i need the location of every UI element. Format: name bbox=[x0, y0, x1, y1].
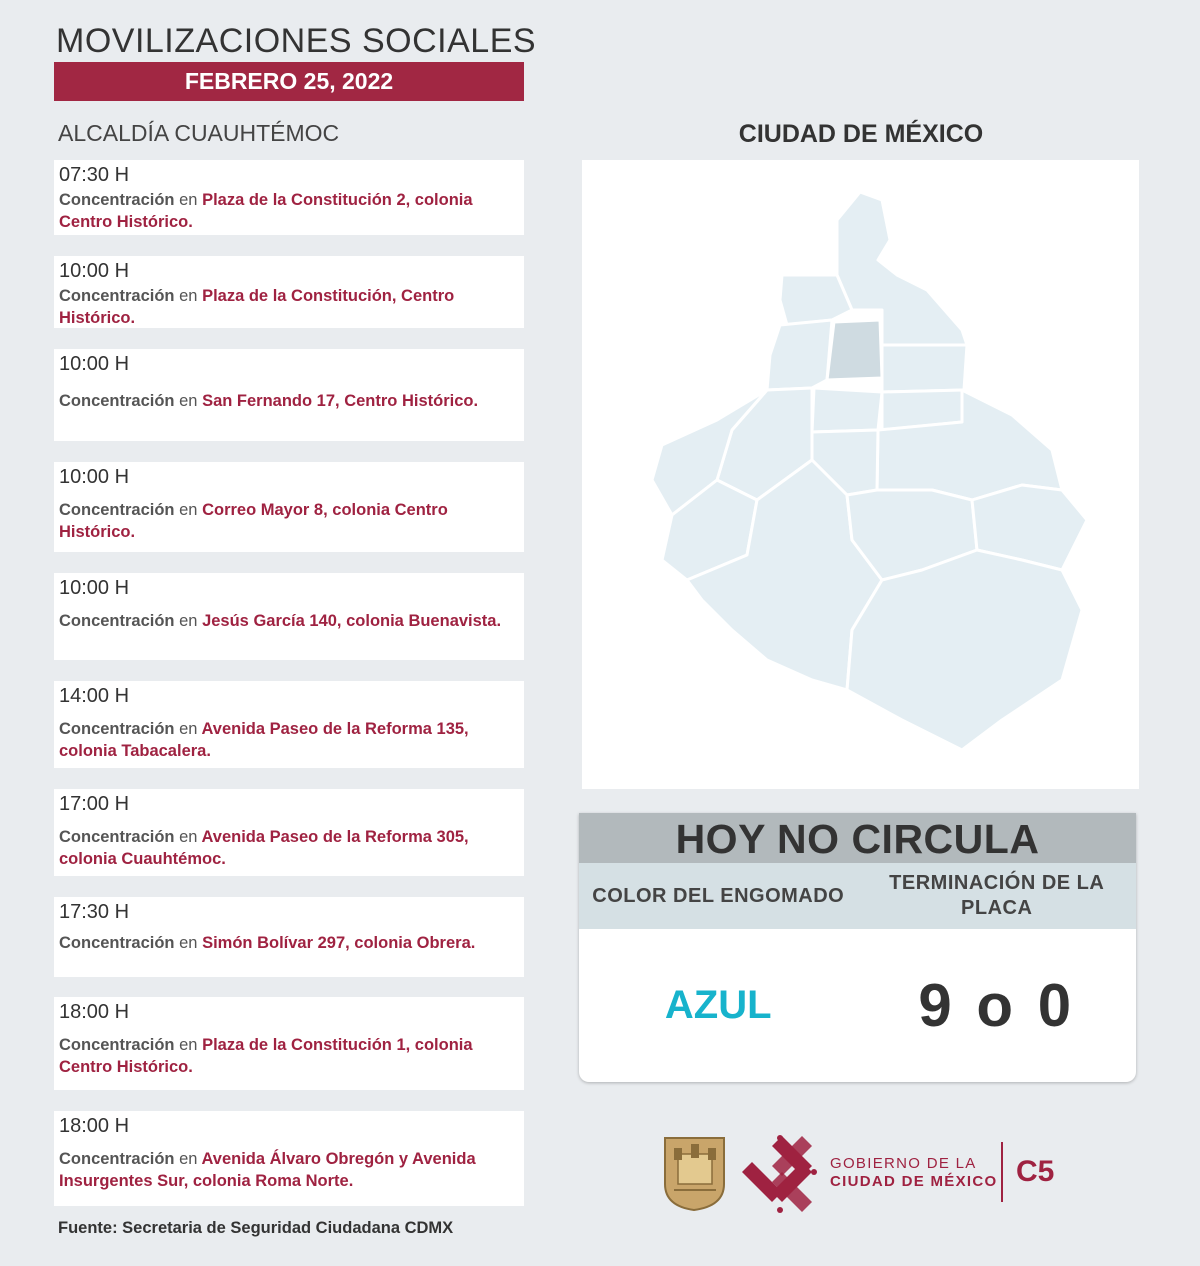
event-connector: en bbox=[179, 287, 198, 305]
source-note: Fuente: Secretaria de Seguridad Ciudadana CDMX bbox=[58, 1219, 454, 1237]
alcaldia-label: ALCALDÍA CUAUHTÉMOC bbox=[58, 120, 340, 146]
map-region-venustiano-carranza bbox=[882, 345, 967, 392]
event-connector: en bbox=[179, 1036, 198, 1054]
event-time: 17:00 H bbox=[59, 793, 130, 815]
event-description bbox=[59, 610, 509, 632]
event-kind: Concentración bbox=[59, 1036, 175, 1054]
event-connector: en bbox=[179, 191, 198, 209]
coat-of-arms-icon bbox=[665, 1138, 724, 1210]
event-kind: Concentración bbox=[59, 720, 175, 738]
event-card bbox=[54, 1111, 524, 1206]
event-description bbox=[59, 932, 509, 954]
event-card bbox=[54, 789, 524, 876]
map-region-azcapotzalco bbox=[780, 275, 852, 325]
event-place: Simón Bolívar 297, colonia Obrera. bbox=[202, 934, 476, 952]
event-connector: en bbox=[179, 720, 198, 738]
event-kind: Concentración bbox=[59, 934, 175, 952]
event-place: Jesús García 140, colonia Buenavista. bbox=[202, 612, 502, 630]
event-kind: Concentración bbox=[59, 1150, 175, 1168]
color-label: COLOR DEL ENGOMADO bbox=[592, 884, 845, 907]
event-card bbox=[54, 573, 524, 660]
event-time: 10:00 H bbox=[59, 353, 130, 375]
event-time: 10:00 H bbox=[59, 466, 130, 488]
gobierno-line1: GOBIERNO DE LA bbox=[830, 1155, 977, 1172]
event-time: 10:00 H bbox=[59, 577, 130, 599]
event-description bbox=[59, 189, 509, 233]
page-title: MOVILIZACIONES SOCIALES bbox=[56, 22, 537, 60]
event-card bbox=[54, 897, 524, 977]
event-place: Avenida Paseo de la Reforma 305, colonia Cuauhtémoc. bbox=[59, 828, 469, 868]
event-description bbox=[59, 390, 509, 412]
cdmx-map bbox=[582, 160, 1139, 789]
event-place: Plaza de la Constitución 1, colonia Centro Histórico. bbox=[59, 1036, 473, 1076]
event-place: Plaza de la Constitución, Centro Histórico. bbox=[59, 287, 455, 327]
event-kind: Concentración bbox=[59, 828, 175, 846]
event-kind: Concentración bbox=[59, 191, 175, 209]
event-place: Plaza de la Constitución 2, colonia Centro Histórico. bbox=[59, 191, 473, 231]
event-connector: en bbox=[179, 1150, 198, 1168]
event-card bbox=[54, 681, 524, 768]
event-description bbox=[59, 499, 509, 543]
map-region-miguel-hidalgo bbox=[767, 320, 832, 390]
hoy-no-circula-panel bbox=[579, 813, 1136, 1082]
event-card bbox=[54, 160, 524, 235]
cdmx-logo-icon bbox=[742, 1135, 817, 1213]
map-region-benito-juarez bbox=[812, 388, 882, 432]
plate-label: TERMINACIÓN DE LA PLACA bbox=[889, 872, 1105, 919]
event-kind: Concentración bbox=[59, 501, 175, 519]
event-description bbox=[59, 1034, 509, 1078]
event-place: Avenida Álvaro Obregón y Avenida Insurgentes Sur, colonia Roma Norte. bbox=[59, 1150, 476, 1190]
event-connector: en bbox=[179, 828, 198, 846]
event-card bbox=[54, 349, 524, 441]
map-panel bbox=[582, 160, 1139, 789]
hoy-no-circula-title: HOY NO CIRCULA bbox=[579, 813, 1136, 863]
event-card bbox=[54, 997, 524, 1090]
event-kind: Concentración bbox=[59, 392, 175, 410]
c5-logo: C5 bbox=[1016, 1155, 1055, 1188]
footer-divider bbox=[1001, 1142, 1003, 1202]
event-time: 18:00 H bbox=[59, 1115, 130, 1137]
event-time: 10:00 H bbox=[59, 260, 130, 282]
gobierno-cdmx-text bbox=[830, 1155, 997, 1191]
event-description bbox=[59, 826, 509, 870]
hoy-no-circula-labels bbox=[579, 863, 1136, 929]
event-card bbox=[54, 462, 524, 552]
event-connector: en bbox=[179, 392, 198, 410]
event-kind: Concentración bbox=[59, 612, 175, 630]
event-time: 18:00 H bbox=[59, 1001, 130, 1023]
hoy-no-circula-values bbox=[579, 929, 1136, 1082]
event-place: San Fernando 17, Centro Histórico. bbox=[202, 392, 479, 410]
event-card bbox=[54, 256, 524, 328]
color-value: AZUL bbox=[664, 983, 772, 1027]
event-time: 07:30 H bbox=[59, 164, 130, 186]
event-description bbox=[59, 1148, 509, 1192]
event-connector: en bbox=[179, 934, 198, 952]
event-description bbox=[59, 718, 509, 762]
map-region-milpa-alta bbox=[847, 550, 1082, 750]
plate-value: 9 o 0 bbox=[918, 972, 1076, 1039]
map-title: CIUDAD DE MÉXICO bbox=[738, 120, 984, 148]
event-time: 14:00 H bbox=[59, 685, 130, 707]
event-place: Correo Mayor 8, colonia Centro Histórico. bbox=[59, 501, 448, 541]
event-connector: en bbox=[179, 612, 198, 630]
gobierno-line2: CIUDAD DE MÉXICO bbox=[830, 1173, 998, 1190]
event-kind: Concentración bbox=[59, 287, 175, 305]
event-description bbox=[59, 285, 509, 329]
event-place: Avenida Paseo de la Reforma 135, colonia Tabacalera. bbox=[59, 720, 469, 760]
event-connector: en bbox=[179, 501, 198, 519]
event-time: 17:30 H bbox=[59, 901, 130, 923]
map-region-cuauhtemoc bbox=[827, 320, 882, 380]
date-banner: FEBRERO 25, 2022 bbox=[54, 62, 524, 101]
